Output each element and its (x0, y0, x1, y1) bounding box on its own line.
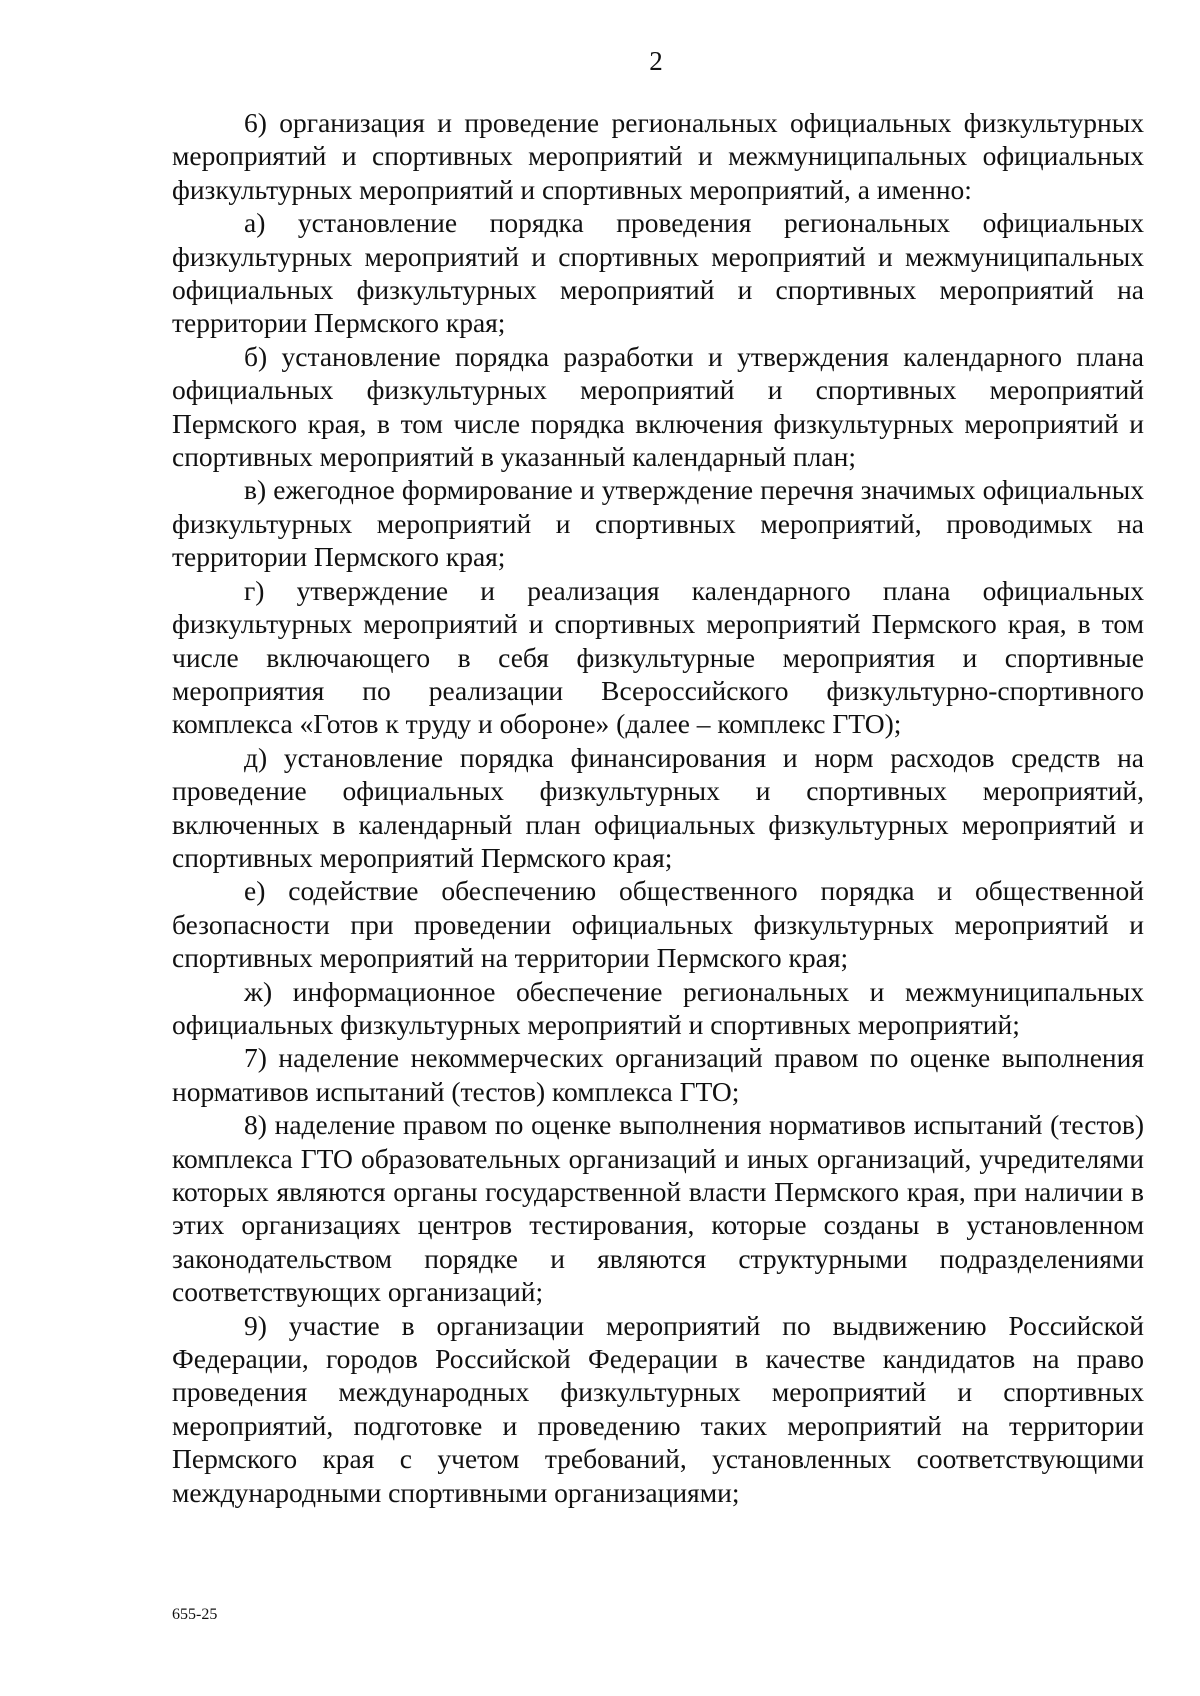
paragraph-subitem-e: е) содействие обеспечению общественного порядка и общественной безопасности при проведении официальных физкультурных мероприятий и спортивных мероприятий на территории Пермского края; (172, 875, 1144, 974)
paragraph-subitem-zh: ж) информационное обеспечение региональных и межмуниципальных официальных физкультурных мероприятий и спортивных мероприятий; (172, 975, 1144, 1040)
paragraph-item-6: 6) организация и проведение региональных официальных физкультурных мероприятий и спортивных мероприятий и межмуниципальных официальных физкультурных мероприятий и спортивных мероприятий, а именно: (172, 107, 1144, 205)
paragraph-subitem-g: г) утверждение и реализация календарного плана официальных физкультурных мероприятий и спортивных мероприятий Пермского края, в том числе включающего в себя физкультурные мероприятия и спортивные мероприятия по реализации Всероссийского физкультурно-спортивного комплекса «Готов к труду и обороне» (далее – комплекс ГТО); (172, 574, 1144, 740)
document-code: 655-25 (172, 1606, 218, 1623)
page-number: 2 (649, 46, 663, 76)
paragraph-subitem-v: в) ежегодное формирование и утверждение перечня значимых официальных физкультурных мероприятий и спортивных мероприятий, проводимых на территории Пермского края; (172, 474, 1144, 573)
paragraph-subitem-a: а) установление порядка проведения региональных официальных физкультурных мероприятий и спортивных мероприятий и межмуниципальных официальных физкультурных мероприятий и спортивных мероприятий на территории Пермского края; (172, 207, 1144, 339)
paragraph-item-8: 8) наделение правом по оценке выполнения нормативов испытаний (тестов) комплекса ГТО образовательных организаций и иных организаций, учредителями которых являются органы государственной власти Пермского края, при наличии в этих организациях центров тестирования, которые созданы в установленном законодательством порядке и являются структурными подразделениями соответствующих организаций; (172, 1109, 1144, 1308)
paragraph-item-7: 7) наделение некоммерческих организаций правом по оценке выполнения нормативов испытаний (тестов) комплекса ГТО; (172, 1042, 1144, 1107)
document-body (172, 106, 1144, 1509)
paragraph-subitem-d: д) установление порядка финансирования и норм расходов средств на проведение официальных физкультурных и спортивных мероприятий, включенных в календарный план официальных физкультурных мероприятий и спортивных мероприятий Пермского края; (172, 741, 1144, 873)
paragraph-subitem-b: б) установление порядка разработки и утверждения календарного плана официальных физкультурных мероприятий и спортивных мероприятий Пермского края, в том числе порядка включения физкультурных мероприятий и спортивных мероприятий в указанный календарный план; (172, 340, 1144, 473)
paragraph-item-9: 9) участие в организации мероприятий по выдвижению Российской Федерации, городов Российской Федерации в качестве кандидатов на право проведения международных физкультурных мероприятий и спортивных мероприятий, подготовке и проведению таких мероприятий на территории Пермского края с учетом требований, установленных соответствующими международными спортивными организациями; (172, 1309, 1144, 1508)
